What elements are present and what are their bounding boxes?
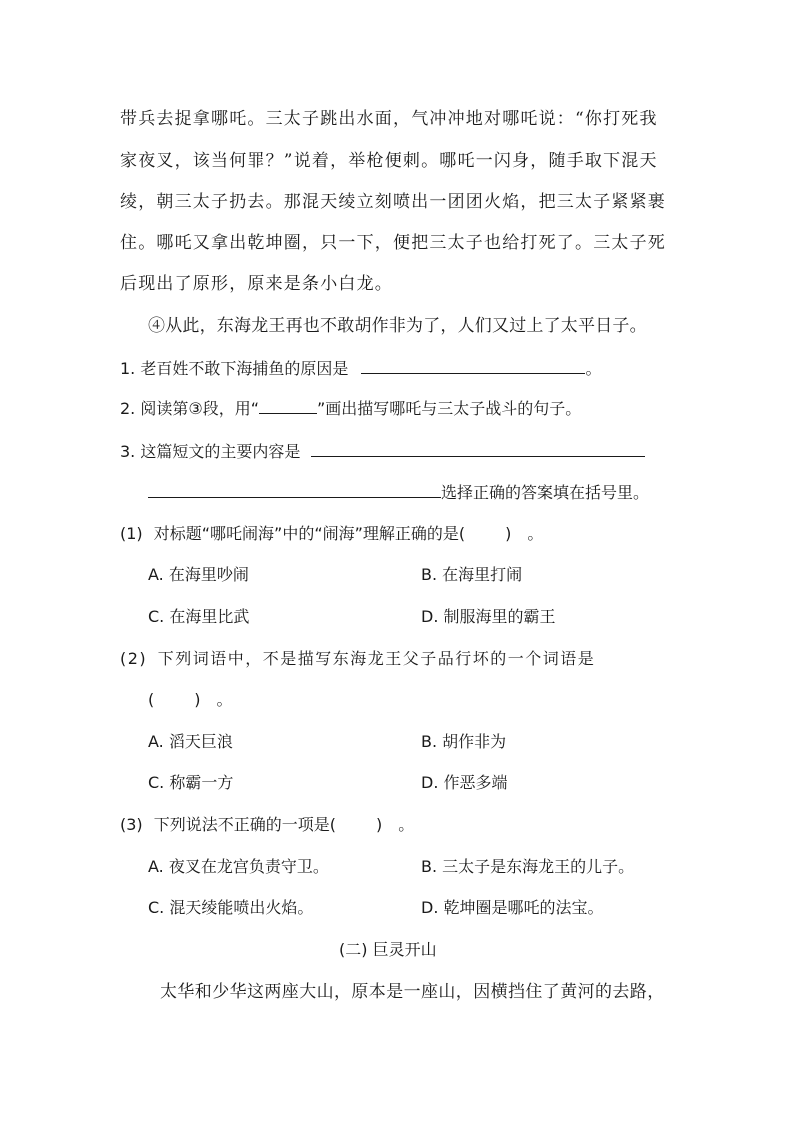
passage-line-3: 绫，朝三太子扔去。那混天绫立刻喷出一团团火焰，把三太子紧紧裹 xyxy=(120,192,666,212)
mc-1-option-a: A. 在海里吵闹 xyxy=(148,565,249,584)
question-3-tail: 选择正确的答案填在括号里。 xyxy=(441,483,650,502)
question-3-number: 3. xyxy=(120,442,136,461)
mc-1-stem: 对标题“哪吒闹海”中的“闹海”理解正确的是( xyxy=(153,524,466,543)
section-2-first-line: 太华和少华这两座大山，原本是一座山，因横挡住了黄河的去路， xyxy=(160,982,665,1002)
mc-3-option-b: B. 三太子是东海龙王的儿子。 xyxy=(421,857,635,876)
mc-3-option-c: C. 混天绫能喷出火焰。 xyxy=(148,898,314,917)
mc-3-stem: 下列说法不正确的一项是( xyxy=(153,815,337,834)
question-2-text-a: 阅读第③段，用“ xyxy=(140,399,259,418)
mc-3-close: ) 。 xyxy=(376,815,415,834)
mc-3-option-d: D. 乾坤圈是哪吒的法宝。 xyxy=(421,898,604,917)
question-1-number: 1. xyxy=(120,359,136,378)
question-2-text-b: ”画出描写哪吒与三太子战斗的句子。 xyxy=(317,399,582,418)
mc-2-option-c: C. 称霸一方 xyxy=(148,773,234,792)
question-1 xyxy=(120,357,601,380)
question-3 xyxy=(120,440,645,463)
mc-2-stem: 下列词语中，不是描写东海龙王父子品行坏的一个词语是 xyxy=(157,649,596,668)
passage-line-2: 家夜叉，该当何罪？”说着，举枪便刺。哪吒一闪身，随手取下混天 xyxy=(120,151,658,171)
mc-2-option-a: A. 滔天巨浪 xyxy=(148,732,233,751)
underline-sample xyxy=(259,401,317,414)
question-3-text: 这篇短文的主要内容是 xyxy=(140,442,301,461)
mc-question-1 xyxy=(120,523,543,545)
mc-2-paren-line xyxy=(148,689,233,711)
mc-3-number: (3) xyxy=(120,815,143,834)
question-2 xyxy=(120,398,581,420)
passage-line-5: 后现出了原形，原来是条小白龙。 xyxy=(120,274,393,294)
mc-2-close: ) 。 xyxy=(194,690,233,709)
question-1-text: 老百姓不敢下海捕鱼的原因是 xyxy=(140,359,349,378)
mc-1-option-d: D. 制服海里的霸王 xyxy=(421,607,556,626)
mc-2-option-d: D. 作恶多端 xyxy=(421,773,508,792)
mc-1-option-b: B. 在海里打闹 xyxy=(421,565,523,584)
answer-blank-3b[interactable] xyxy=(148,481,441,498)
passage-line-4: 住。哪吒又拿出乾坤圈，只一下，便把三太子也给打死了。三太子死 xyxy=(120,233,666,253)
question-3-continued xyxy=(148,481,649,504)
passage-para-4: ④从此，东海龙王再也不敢胡作非为了，人们又过上了太平日子。 xyxy=(148,316,647,336)
mc-1-close: ) 。 xyxy=(505,524,544,543)
passage-line-1: 带兵去捉拿哪吒。三太子跳出水面，气冲冲地对哪吒说：“你打死我 xyxy=(120,109,658,129)
mc-3-option-a: A. 夜叉在龙宫负责守卫。 xyxy=(148,857,329,876)
answer-blank-3a[interactable] xyxy=(311,440,645,457)
mc-1-number: (1) xyxy=(120,524,143,543)
mc-2-option-b: B. 胡作非为 xyxy=(421,732,507,751)
mc-2-number: (2) xyxy=(120,649,148,668)
mc-question-2 xyxy=(120,648,595,670)
question-1-end: 。 xyxy=(585,359,602,378)
mc-2-open: ( xyxy=(148,690,155,709)
section-2-title: (二) 巨灵开山 xyxy=(339,940,437,959)
question-2-number: 2. xyxy=(120,399,136,418)
mc-question-3 xyxy=(120,814,414,836)
mc-1-option-c: C. 在海里比武 xyxy=(148,607,250,626)
answer-blank-1[interactable] xyxy=(361,357,585,374)
